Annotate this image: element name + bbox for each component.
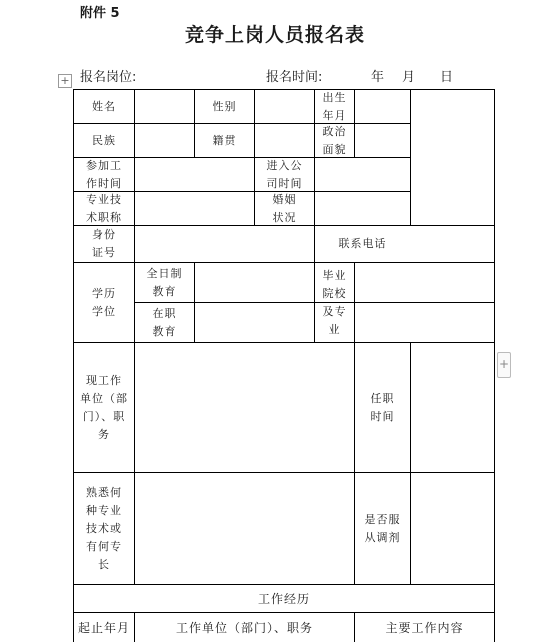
native-place-label: 籍贯 [212, 133, 237, 147]
phone-field[interactable] [411, 226, 494, 262]
inservice-school-field[interactable] [355, 303, 494, 342]
join-company-label: 进入公 司时间 [266, 158, 303, 190]
current-unit-field[interactable] [135, 343, 354, 472]
name-label: 姓名 [92, 99, 116, 113]
work-start-field[interactable] [135, 158, 254, 191]
gender-label: 性别 [212, 99, 237, 113]
accept-reassignment-label: 是否服 从调剂 [364, 512, 401, 544]
month-label: 月 [402, 70, 416, 85]
marital-status-field[interactable] [315, 192, 410, 225]
inservice-education-field[interactable] [195, 303, 314, 342]
native-place-field[interactable] [255, 124, 314, 157]
political-status-field[interactable] [355, 124, 410, 157]
gender-field[interactable] [255, 90, 314, 123]
inservice-education-label: 在职 教育 [152, 306, 177, 338]
apply-time-label: 报名时间: [266, 70, 323, 85]
accept-reassignment-field[interactable] [411, 473, 494, 584]
tenure-label: 任职 时间 [370, 391, 395, 423]
marital-status-label: 婚姻 状况 [272, 192, 297, 224]
birth-date-label: 出生 年月 [322, 90, 347, 122]
fulltime-school-field[interactable] [355, 263, 494, 302]
day-label: 日 [440, 70, 454, 85]
professional-title-label: 专业技 术职称 [86, 192, 122, 224]
ethnicity-label: 民族 [92, 133, 116, 147]
form-title: 竞争上岗人员报名表 [184, 24, 365, 46]
specialty-field[interactable] [135, 473, 354, 584]
political-status-label: 政治 面貌 [322, 124, 347, 156]
name-field[interactable] [135, 90, 194, 123]
history-unit-header: 工作单位（部门）、职务 [175, 620, 313, 635]
phone-label: 联系电话 [338, 237, 387, 250]
education-label: 学历 学位 [92, 286, 116, 318]
history-date-header: 起止年月 [77, 620, 130, 635]
birth-date-field[interactable] [355, 90, 410, 123]
position-label: 报名岗位: [80, 70, 137, 85]
work-start-label: 参加工 作时间 [86, 158, 122, 190]
table-move-handle-icon[interactable]: + [58, 74, 72, 88]
specialty-label: 熟悉何 种专业 技术或 有何专 长 [86, 485, 122, 571]
tenure-field[interactable] [411, 343, 494, 472]
history-content-header: 主要工作内容 [385, 620, 464, 635]
current-unit-label: 现工作 单位（部 门）、职 务 [80, 373, 128, 441]
year-label: 年 [371, 70, 385, 85]
join-company-field[interactable] [315, 158, 410, 191]
attachment-label: 附件 5 [80, 6, 120, 21]
fulltime-education-label: 全日制 教育 [146, 266, 183, 298]
fulltime-education-field[interactable] [195, 263, 314, 302]
professional-title-field[interactable] [135, 192, 254, 225]
table-add-column-handle-icon[interactable]: + [497, 352, 511, 378]
id-number-field[interactable] [135, 226, 314, 262]
work-history-heading: 工作经历 [257, 591, 310, 606]
graduate-school-label: 毕业 院校 及专 业 [322, 268, 347, 336]
ethnicity-field[interactable] [135, 124, 194, 157]
photo-cell[interactable] [411, 90, 494, 225]
id-number-label: 身份 证号 [92, 228, 116, 259]
